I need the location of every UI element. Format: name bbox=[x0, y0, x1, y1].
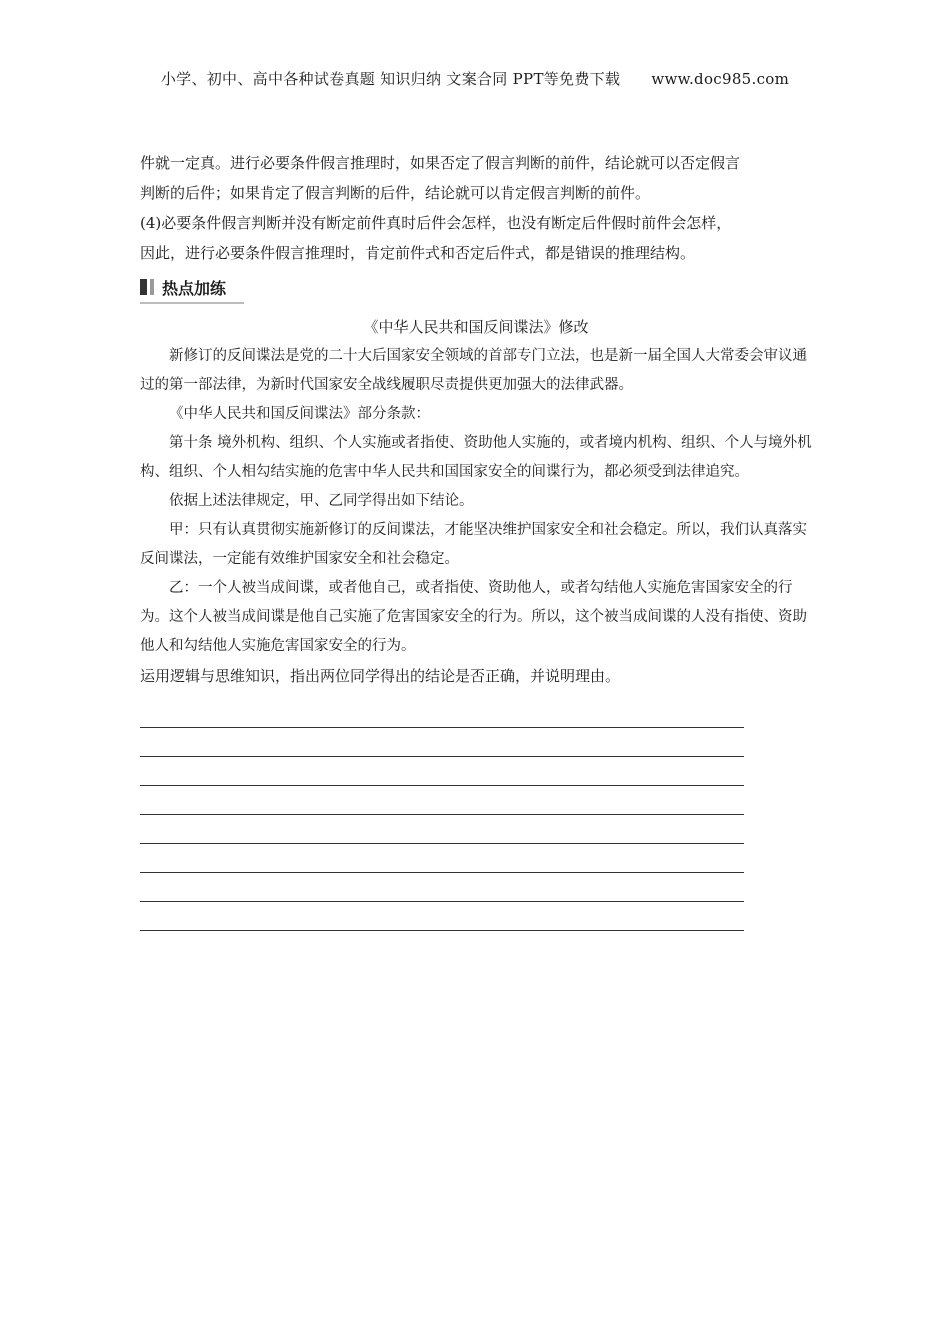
answer-line[interactable] bbox=[140, 844, 744, 873]
exercise-paragraph-5: 甲：只有认真贯彻实施新修订的反间谍法，才能坚决维护国家安全和社会稳定。所以，我们认真落实反间谍法，一定能有效维护国家安全和社会稳定。 bbox=[140, 522, 807, 567]
intro-line-3: (4)必要条件假言判断并没有断定前件真时后件会怎样，也没有断定后件假时前件会怎样， bbox=[140, 214, 732, 232]
exercise-paragraph-2: 《中华人民共和国反间谍法》部分条款： bbox=[169, 406, 430, 422]
header-site: www.doc985.com bbox=[651, 70, 790, 88]
header-text: 小学、初中、高中各种试卷真题 知识归纳 文案合同 PPT等免费下载 bbox=[160, 70, 621, 88]
section-marker-bar-icon bbox=[150, 279, 154, 295]
exercise-title: 《中华人民共和国反间谍法》修改 bbox=[363, 318, 589, 336]
intro-line-1: 件就一定真。进行必要条件假言推理时，如果否定了假言判断的前件，结论就可以否定假言 bbox=[140, 154, 741, 172]
exercise-paragraph-4: 依据上述法律规定，甲、乙同学得出如下结论。 bbox=[169, 493, 474, 509]
exercise-paragraph-3: 第十条 境外机构、组织、个人实施或者指使、资助他人实施的，或者境内机构、组织、个人与境外机构、组织、个人相勾结实施的危害中华人民共和国国家安全的间谍行为，都必须受到法律追究。 bbox=[140, 435, 812, 480]
section-title: 热点加练 bbox=[162, 278, 227, 298]
page-content bbox=[140, 148, 812, 931]
intro-line-4: 因此，进行必要条件假言推理时，肯定前件式和否定后件式，都是错误的推理结构。 bbox=[140, 244, 696, 262]
page-header bbox=[0, 68, 950, 89]
exercise-paragraph-1: 新修订的反间谍法是党的二十大后国家安全领域的首部专门立法，也是新一届全国人大常委会审议通过的第一部法律，为新时代国家安全战线履职尽责提供更加强大的法律武器。 bbox=[140, 348, 807, 393]
answer-line[interactable] bbox=[140, 873, 744, 902]
answer-line[interactable] bbox=[140, 786, 744, 815]
answer-line[interactable] bbox=[140, 757, 744, 786]
answer-area[interactable] bbox=[140, 699, 812, 931]
section-marker-icon bbox=[140, 279, 147, 295]
answer-line[interactable] bbox=[140, 728, 744, 757]
intro-line-2: 判断的后件；如果肯定了假言判断的后件，结论就可以肯定假言判断的前件。 bbox=[140, 184, 651, 202]
exercise-paragraph-6: 乙：一个人被当成间谍，或者他自己，或者指使、资助他人，或者勾结他人实施危害国家安全的行为。这个人被当成间谍是他自己实施了危害国家安全的行为。所以，这个被当成间谍的人没有指使、资助他人和勾结他人实施危害国家安全的行为。 bbox=[140, 580, 807, 654]
answer-line[interactable] bbox=[140, 902, 744, 931]
exercise-question: 运用逻辑与思维知识，指出两位同学得出的结论是否正确，并说明理由。 bbox=[140, 667, 621, 685]
answer-line[interactable] bbox=[140, 699, 744, 728]
section-heading bbox=[140, 272, 244, 304]
answer-line[interactable] bbox=[140, 815, 744, 844]
